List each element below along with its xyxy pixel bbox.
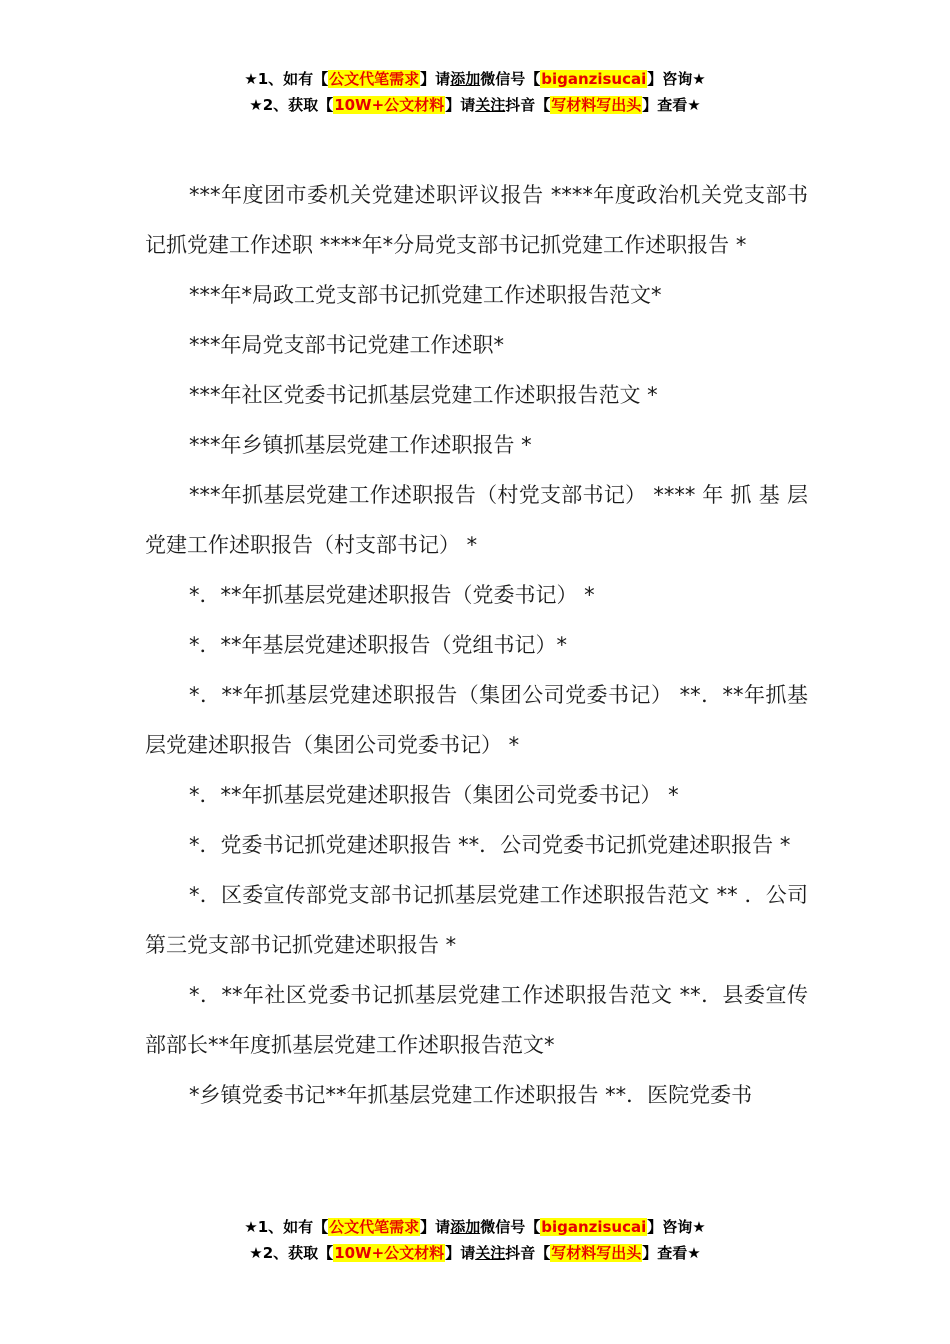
paragraph: *．**年基层党建述职报告（党组书记）* (189, 633, 567, 657)
paragraph: ***年社区党委书记抓基层党建工作述职报告范文 * (189, 383, 658, 407)
document-body (145, 170, 808, 1120)
paragraph: *乡镇党委书记**年抓基层党建工作述职报告 **．医院党委书 (189, 1083, 753, 1107)
paragraph: *．党委书记抓党建述职报告 **．公司党委书记抓党建述职报告 * (189, 833, 791, 857)
paragraph: ***年乡镇抓基层党建工作述职报告 * (189, 433, 532, 457)
paragraph: *．**年抓基层党建述职报告（集团公司党委书记） **．**年抓基层党建述职报告（集团公司党委书记） * (145, 683, 808, 757)
paragraph: *．**年抓基层党建述职报告（党委书记） * (189, 583, 595, 607)
banner-line-1: ★1、如有【公文代笔需求】请添加微信号【biganzisucai】咨询★ (244, 70, 706, 88)
paragraph: ***年局党支部书记党建工作述职* (189, 333, 504, 357)
paragraph: ***年度团市委机关党建述职评议报告 ****年度政治机关党支部书记抓党建工作述职 ****年*分局党支部书记抓党建工作述职报告 * (145, 183, 808, 257)
paragraph: *．**年社区党委书记抓基层党建工作述职报告范文 **．县委宣传部部长**年度抓基层党建工作述职报告范文* (145, 983, 808, 1057)
header-banner (0, 66, 950, 118)
banner-line-1: ★1、如有【公文代笔需求】请添加微信号【biganzisucai】咨询★ (244, 1218, 706, 1236)
banner-line-2: ★2、获取【10W+公文材料】请关注抖音【写材料写出头】查看★ (249, 96, 701, 114)
paragraph: ***年抓基层党建工作述职报告（村党支部书记） **** 年 抓 基 层党建工作述职报告（村支部书记） * (145, 483, 808, 557)
paragraph: ***年*局政工党支部书记抓党建工作述职报告范文* (189, 283, 662, 307)
paragraph: *．**年抓基层党建述职报告（集团公司党委书记） * (189, 783, 679, 807)
paragraph: *．区委宣传部党支部书记抓基层党建工作述职报告范文 ** ．公司第三党支部书记抓党建述职报告 * (145, 883, 808, 957)
banner-line-2: ★2、获取【10W+公文材料】请关注抖音【写材料写出头】查看★ (249, 1244, 701, 1262)
footer-banner (0, 1214, 950, 1266)
